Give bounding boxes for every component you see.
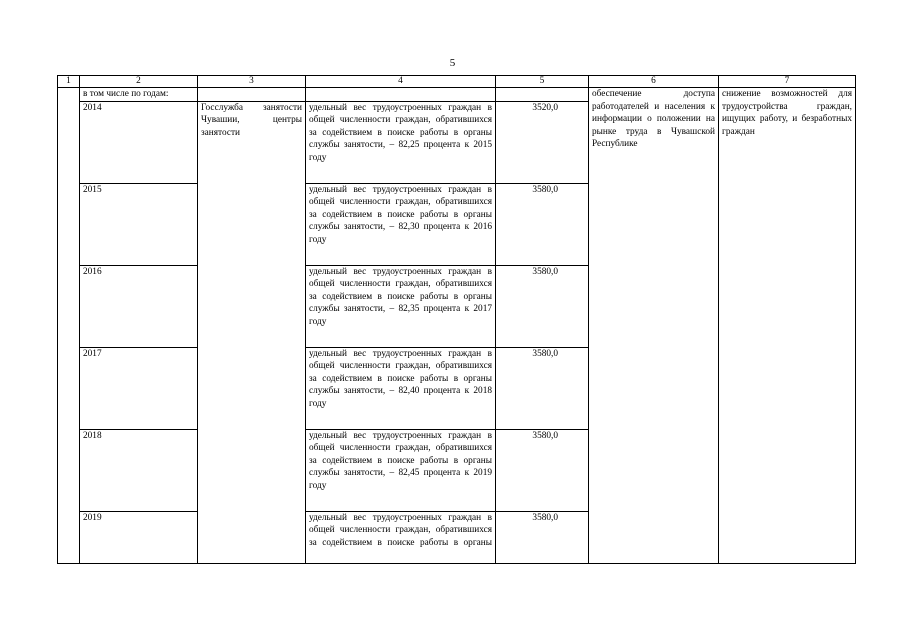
result-cell (589, 88, 719, 564)
consequence-cell (719, 88, 856, 564)
column-header: 1 (58, 76, 80, 88)
consequence-text: снижение возможностей для трудоустройства граждан, ищущих работу, и безработных граждан (722, 89, 852, 137)
amount-cell: 3580,0 (496, 265, 589, 347)
indicator-cell: удельный вес трудоустроенных граждан в общей численности граждан, обратившихся за содействием в поиске работы в органы службы занятости, – 82,45 процента к 2019 году (306, 429, 496, 511)
year-cell: 2014 (80, 101, 198, 183)
empty-cell (306, 88, 496, 102)
indicator-cell: удельный вес трудоустроенных граждан в общей численности граждан, обратившихся за содействием в поиске работы в органы службы занятости, – 82,30 процента к 2016 году (306, 183, 496, 265)
column-header: 2 (80, 76, 198, 88)
year-cell: 2019 (80, 511, 198, 563)
indicator-cell: удельный вес трудоустроенных граждан в общей численности граждан, обратившихся за содействием в поиске работы в органы службы занятости, – 82,40 процента к 2018 году (306, 347, 496, 429)
executor-text: Госслужба занятости Чувашии, центры занятости (201, 102, 302, 138)
indicator-cell: удельный вес трудоустроенных граждан в общей численности граждан, обратившихся за содействием в поиске работы в органы службы занятости, – 82,35 процента к 2017 году (306, 265, 496, 347)
year-cell: 2016 (80, 265, 198, 347)
column-header: 7 (719, 76, 856, 88)
year-cell: 2017 (80, 347, 198, 429)
indicator-cell: удельный вес трудоустроенных граждан в общей численности граждан, обратившихся за содействием в поиске работы в органы (306, 511, 496, 563)
program-table (57, 75, 856, 564)
column-header: 3 (198, 76, 306, 88)
empty-cell (496, 88, 589, 102)
intro-row-label: в том числе по годам: (80, 88, 198, 102)
amount-cell: 3580,0 (496, 183, 589, 265)
indicator-cell: удельный вес трудоустроенных граждан в общей численности граждан, обратившихся за содействием в поиске работы в органы службы занятости, – 82,25 процента к 2015 году (306, 101, 496, 183)
empty-cell (58, 88, 80, 564)
column-header: 5 (496, 76, 589, 88)
column-header: 4 (306, 76, 496, 88)
amount-cell: 3520,0 (496, 101, 589, 183)
result-text: обеспечение доступа работодателей и населения к информации о положении на рынке труда в Чувашской Республике (592, 89, 715, 149)
table-row (58, 88, 856, 102)
year-cell: 2018 (80, 429, 198, 511)
column-header: 6 (589, 76, 719, 88)
year-cell: 2015 (80, 183, 198, 265)
amount-cell: 3580,0 (496, 511, 589, 563)
amount-cell: 3580,0 (496, 429, 589, 511)
column-number-row (58, 76, 856, 88)
executor-cell (198, 101, 306, 563)
empty-cell (198, 88, 306, 102)
amount-cell: 3580,0 (496, 347, 589, 429)
page-number: 5 (449, 57, 456, 69)
